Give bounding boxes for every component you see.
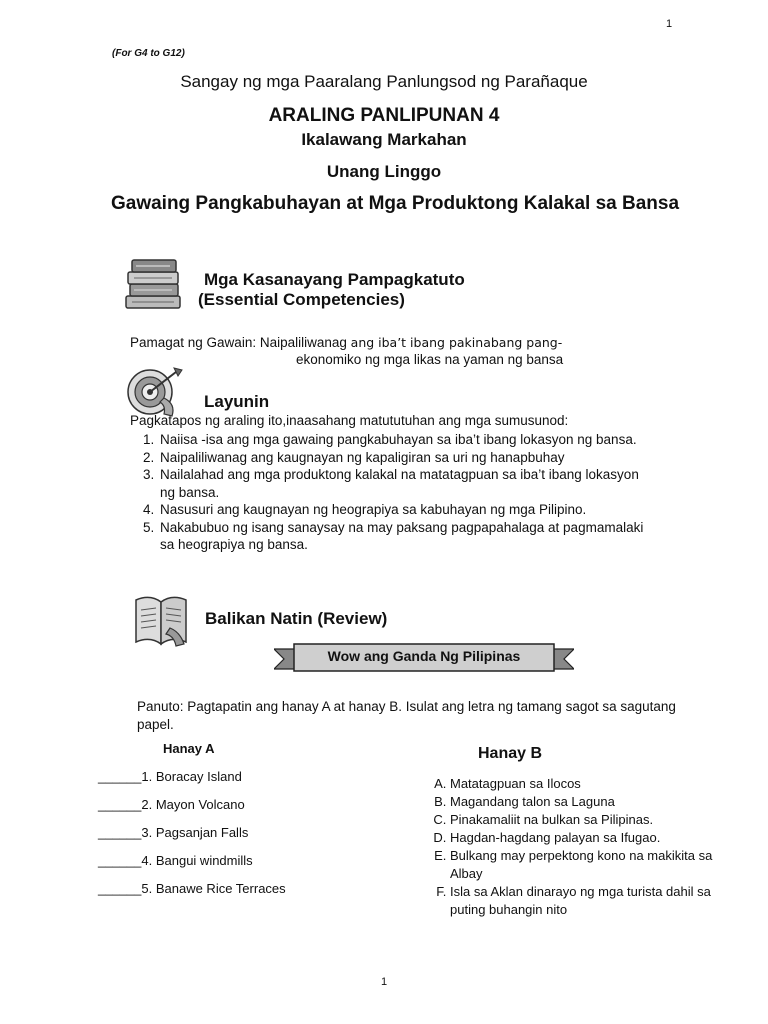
banner-label: Wow ang Ganda Ng Pilipinas: [327, 648, 521, 664]
hanay-a-item: ______2. Mayon Volcano: [98, 797, 245, 812]
books-icon: [122, 256, 184, 314]
objective-item: 2. Naipaliliwanag ang kaugnayan ng kapaligiran sa uri ng hanapbuhay: [158, 449, 650, 467]
hanay-a-item: ______3. Pagsanjan Falls: [98, 825, 249, 840]
page-number-bottom: 1: [380, 976, 388, 988]
activity-title-line1: [130, 334, 562, 352]
competencies-heading: Mga Kasanayang Pampagkatuto: [204, 270, 465, 289]
objective-item: 5. Nakabubuo ng isang sanaysay na may paksang pagpapahalaga at pagmamalaki sa heograpiya ng bansa.: [158, 519, 650, 554]
page-number-top: 1: [666, 18, 673, 30]
hanay-b-list: [428, 775, 718, 919]
objective-item: 3. Nailalahad ang mga produktong kalakal na matatagpuan sa iba’t ibang lokasyon ng bansa.: [158, 466, 650, 501]
hanay-a-item: ______1. Boracay Island: [98, 769, 242, 784]
grade-note: (For G4 to G12): [112, 48, 185, 59]
lesson-title: Gawaing Pangkabuhayan at Mga Produktong Kalakal sa Bansa: [110, 193, 680, 214]
activity-title-line2: ekonomiko ng mga likas na yaman ng bansa: [296, 352, 564, 367]
hanay-a-title: Hanay A: [163, 741, 215, 756]
hanay-b-item: B. Magandang talon sa Laguna: [450, 793, 718, 811]
subject-title: ARALING PANLIPUNAN 4: [268, 105, 500, 126]
objectives-heading: Layunin: [204, 392, 270, 411]
week-label: Unang Linggo: [326, 162, 442, 181]
open-book-icon: [130, 592, 192, 650]
hanay-a-item: ______5. Banawe Rice Terraces: [98, 881, 286, 896]
hanay-b-item: F. Isla sa Aklan dinarayo ng mga turista dahil sa puting buhangin nito: [450, 883, 718, 919]
objectives-list: [130, 431, 650, 554]
objective-item: 4. Nasusuri ang kaugnayan ng heograpiya sa kabuhayan ng mga Pilipino.: [158, 501, 650, 519]
division-name: Sangay ng mga Paaralang Panlungsod ng Parañaque: [180, 72, 588, 91]
hanay-b-item: A. Matatagpuan sa Ilocos: [450, 775, 718, 793]
competencies-subheading: (Essential Competencies): [198, 290, 405, 310]
review-heading: Balikan Natin (Review): [205, 609, 388, 628]
review-banner: [274, 643, 574, 673]
objective-item: 1. Naiisa -isa ang mga gawaing pangkabuhayan sa iba’t ibang lokasyon ng bansa.: [158, 431, 650, 449]
objectives-intro: Pagkatapos ng araling ito,inaasahang matututuhan ang mga sumusunod:: [130, 413, 569, 428]
activity-title-rest: ang iba’t ibang pakinabang pang-: [350, 335, 563, 350]
activity-title-prefix: Pamagat ng Gawain: Naipaliliwanag: [130, 335, 347, 350]
hanay-b-item: D. Hagdan-hagdang palayan sa Ifugao.: [450, 829, 718, 847]
hanay-b-item: E. Bulkang may perpektong kono na makikita sa Albay: [450, 847, 718, 883]
quarter-label: Ikalawang Markahan: [301, 130, 467, 149]
hanay-b-item: C. Pinakamaliit na bulkan sa Pilipinas.: [450, 811, 718, 829]
hanay-a-item: ______4. Bangui windmills: [98, 853, 253, 868]
review-instructions: Panuto: Pagtapatin ang hanay A at hanay B. Isulat ang letra ng tamang sagot sa sagutang papel.: [137, 699, 676, 732]
hanay-b-title: Hanay B: [478, 745, 543, 762]
